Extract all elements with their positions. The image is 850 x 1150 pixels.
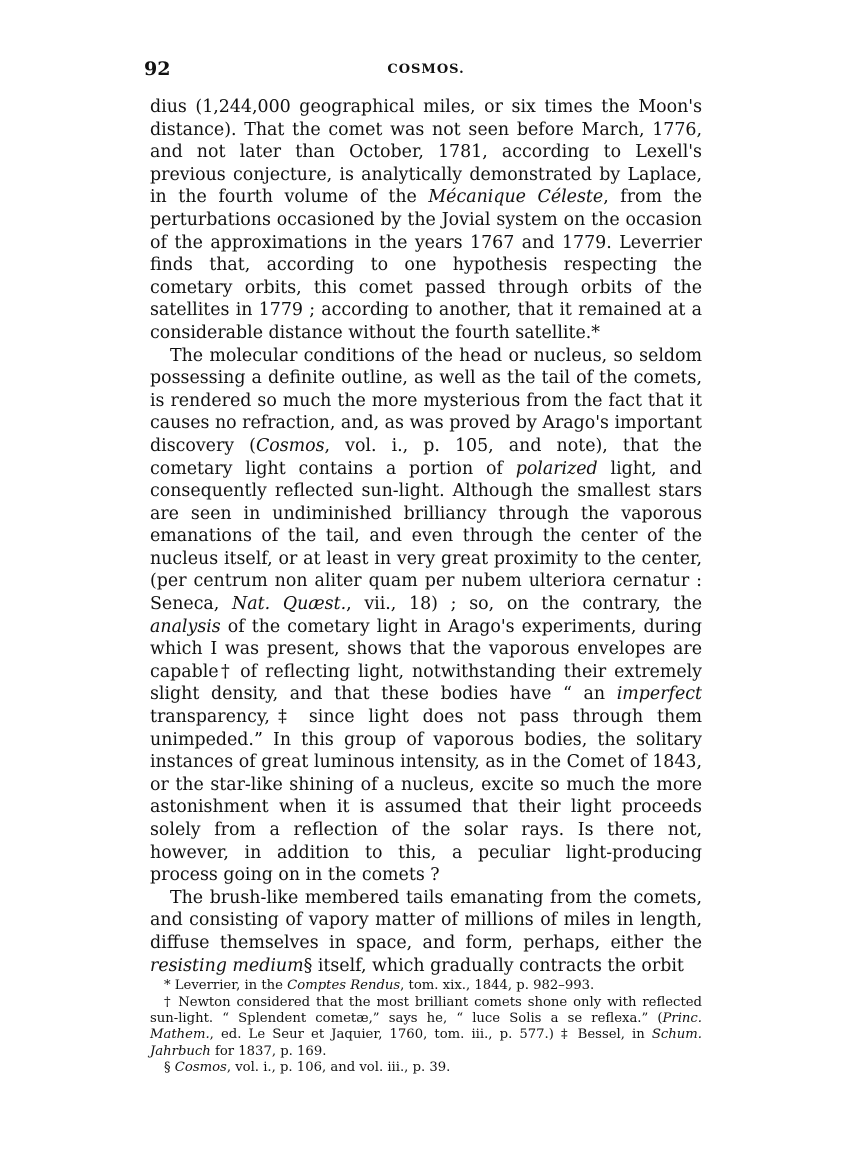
footnote-cosmos xyxy=(150,1060,702,1076)
italic-text: Cosmos xyxy=(255,435,325,456)
italic-text: imperfect xyxy=(616,684,702,705)
text-run: , vii., 18) ; so, on the contrary, the xyxy=(346,594,702,615)
footnote-leverrier xyxy=(150,978,702,994)
italic-text: Princ. Mathem. xyxy=(150,1010,702,1043)
paragraph-3 xyxy=(150,887,702,977)
text-run: , vol. i., p. 105, and note), that the cometary light contains a portion of xyxy=(150,435,702,479)
text-run: transparency,‡ since light does not pass through them unimpeded.” In this group of vaporous bodies, the solitary instances of great luminous intensity, as in the Comet of 1843, or the star-like shining of a nucleus, excite so much the more astonishment when it is assumed that their light proceeds solely from a reflection of the solar rays. Is there not, however, in addition to this, a peculiar light-producing process going on in the comets ? xyxy=(150,707,702,886)
text-run: , from the perturbations occasioned by the Jovial system on the occasion of the approximations in the years 1767 and 1779. Leverrier finds that, according to one hypothesis respecting the cometary orbits, this comet passed through orbits of the satellites in 1779 ; according to another, that it remained at a considerable distance without the fourth satellite.* xyxy=(150,187,703,343)
text-run: § xyxy=(164,1060,175,1076)
footnotes xyxy=(150,978,702,1076)
text-run: of the cometary light in Arago's experiments, during which I was present, shows that the vaporous envelopes are capable† of reflecting light, notwithstanding their extremely slight density, and that these bodies have “ an xyxy=(150,616,702,705)
text-run: , ed. Le Seur et Jaquier, 1760, tom. iii., p. 577.) ‡ Bessel, in xyxy=(209,1027,652,1043)
italic-text: resisting medium xyxy=(150,955,304,976)
text-run: light, and consequently reflected sun-light. Although the smallest stars are seen in undiminished brilliancy through the vaporous emanations of the tail, and even through the center of the nucleus itself, or at least in very great proximity to the center, (per centrum non aliter quam per nubem ulteriora cernatur : Seneca, xyxy=(150,458,702,615)
text-run: dius (1,244,000 geographical miles, or six times the Moon's distance). That the comet was not seen before March, 1776, and not later than October, 1781, according to Lexell's previous conjecture, is analytically demonstrated by Laplace, in the fourth volume of the xyxy=(150,97,702,208)
italic-text: Cosmos xyxy=(174,1060,227,1076)
running-head: COSMOS. xyxy=(387,62,465,77)
page-header xyxy=(144,58,702,88)
book-page xyxy=(144,58,703,1077)
body-text xyxy=(150,96,702,977)
paragraph-1 xyxy=(150,96,702,345)
text-run: , vol. i., p. 106, and vol. iii., p. 39. xyxy=(226,1060,451,1076)
italic-text: Mécanique Céleste xyxy=(428,187,604,208)
italic-text: Nat. Quæst. xyxy=(232,594,347,615)
text-run: for 1837, p. 169. xyxy=(210,1043,327,1059)
italic-text: polarized xyxy=(515,458,598,479)
italic-text: Comptes Rendus xyxy=(287,978,401,994)
page-number: 92 xyxy=(144,58,171,80)
paragraph-2 xyxy=(150,345,702,887)
italic-text: analysis xyxy=(150,616,221,637)
footnote-newton-bessel xyxy=(150,995,702,1061)
text-run: § itself, which gradually contracts the orbit xyxy=(303,955,684,976)
text-run: The molecular conditions of the head or nucleus, so seldom possessing a definite outline, as well as the tail of the comets, is rendered so much the more mysterious from the fact that it causes no refraction, and, as was proved by Arago's important discovery ( xyxy=(150,345,702,456)
text-run: The brush-like membered tails emanating from the comets, and consisting of vapory matter of millions of miles in length, diffuse themselves in space, and form, perhaps, either the xyxy=(150,887,702,953)
text-run: , tom. xix., 1844, p. 982–993. xyxy=(400,978,595,994)
text-run: * Leverrier, in the xyxy=(164,978,288,994)
italic-text: Schum. Jahrbuch xyxy=(150,1027,702,1059)
text-run: † Newton considered that the most brilliant comets shone only with reflected sun-light. “ Splendent cometæ,” says he, “ luce Solis a se reflexa.” ( xyxy=(150,994,702,1026)
